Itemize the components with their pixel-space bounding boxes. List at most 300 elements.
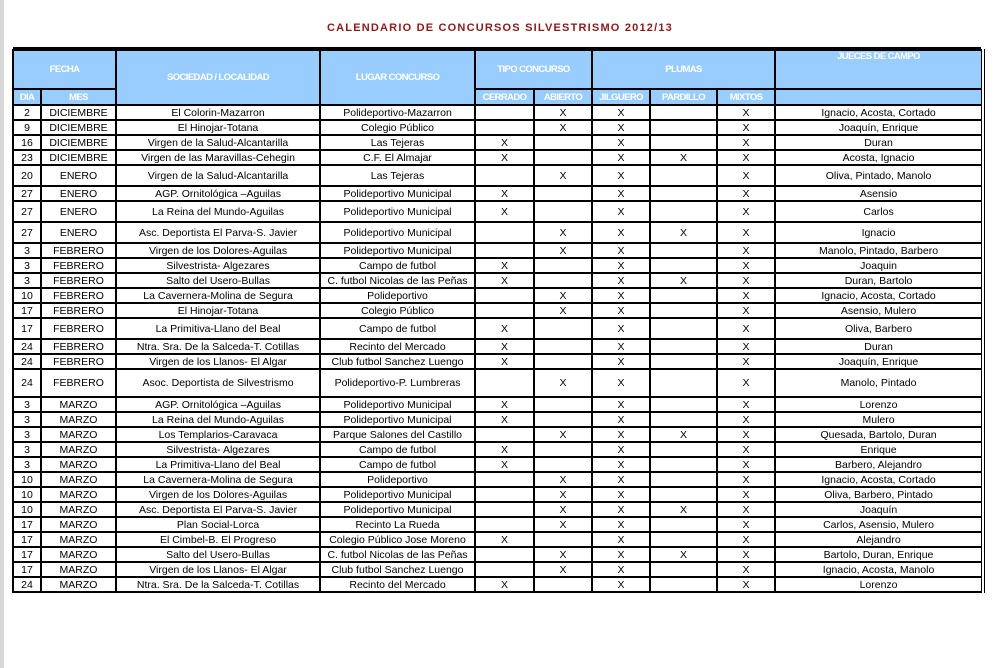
- cell-jilguero: X: [592, 472, 650, 487]
- cell-jueces: Oliva, Pintado, Manolo: [775, 165, 983, 186]
- cell-dia: 3: [13, 427, 41, 442]
- table-row: [13, 562, 983, 577]
- cell-mes: MARZO: [41, 487, 116, 502]
- cell-lugar: Campo de futbol: [320, 442, 475, 457]
- cell-cerrado: X: [475, 532, 534, 547]
- cell-sociedad: La Primitiva-Llano del Beal: [116, 457, 320, 472]
- cell-jueces: Joaquín: [775, 502, 983, 517]
- cell-sociedad: Asc. Deportista El Parva-S. Javier: [116, 502, 320, 517]
- cell-pardillo: [650, 165, 717, 186]
- cell-jilguero: X: [592, 547, 650, 562]
- cell-jilguero: X: [592, 487, 650, 502]
- cell-abierto: [534, 186, 592, 201]
- cell-abierto: X: [534, 517, 592, 532]
- cell-lugar: Polideportivo Municipal: [320, 186, 475, 201]
- cell-mixtos: X: [717, 222, 775, 243]
- cell-abierto: [534, 532, 592, 547]
- cell-cerrado: X: [475, 201, 534, 222]
- cell-sociedad: Ntra. Sra. De la Salceda-T. Cotillas: [116, 339, 320, 354]
- cell-mixtos: X: [717, 442, 775, 457]
- cell-pardillo: X: [650, 150, 717, 165]
- cell-jilguero: X: [592, 427, 650, 442]
- cell-abierto: [534, 135, 592, 150]
- cell-mes: MARZO: [41, 412, 116, 427]
- table-row: [13, 339, 983, 354]
- cell-sociedad: Virgen de la Salud-Alcantarilla: [116, 135, 320, 150]
- header-jilguero: JILGUERO: [592, 89, 650, 105]
- cell-dia: 3: [13, 397, 41, 412]
- header-abierto: ABIERTO: [534, 89, 592, 105]
- cell-mixtos: X: [717, 562, 775, 577]
- cell-jueces: Joaquín, Enrique: [775, 120, 983, 135]
- header-jueces-sub: [775, 89, 983, 105]
- cell-cerrado: X: [475, 577, 534, 592]
- table-row: [13, 487, 983, 502]
- cell-mes: MARZO: [41, 442, 116, 457]
- cell-cerrado: [475, 487, 534, 502]
- cell-jueces: Manolo, Pintado, Barbero: [775, 243, 983, 258]
- cell-mixtos: X: [717, 165, 775, 186]
- cell-abierto: [534, 577, 592, 592]
- cell-dia: 17: [13, 303, 41, 318]
- table-row: [13, 186, 983, 201]
- cell-jueces: Carlos: [775, 201, 983, 222]
- table-row: [13, 427, 983, 442]
- cell-jueces: Carlos, Asensio, Mulero: [775, 517, 983, 532]
- cell-dia: 24: [13, 339, 41, 354]
- cell-sociedad: La Reina del Mundo-Aguilas: [116, 412, 320, 427]
- cell-abierto: [534, 339, 592, 354]
- cell-mixtos: X: [717, 547, 775, 562]
- cell-jilguero: X: [592, 412, 650, 427]
- cell-cerrado: [475, 369, 534, 397]
- cell-pardillo: [650, 369, 717, 397]
- cell-dia: 3: [13, 273, 41, 288]
- cell-sociedad: Asc. Deportista El Parva-S. Javier: [116, 222, 320, 243]
- table-row: [13, 412, 983, 427]
- cell-dia: 17: [13, 562, 41, 577]
- cell-pardillo: [650, 303, 717, 318]
- cell-dia: 3: [13, 457, 41, 472]
- cell-cerrado: X: [475, 457, 534, 472]
- cell-lugar: Polideportivo-P. Lumbreras: [320, 369, 475, 397]
- cell-mes: FEBRERO: [41, 243, 116, 258]
- cell-pardillo: [650, 105, 717, 120]
- cell-abierto: X: [534, 303, 592, 318]
- header-dia: DIA: [13, 89, 41, 105]
- cell-pardillo: [650, 186, 717, 201]
- cell-cerrado: [475, 562, 534, 577]
- cell-mixtos: X: [717, 201, 775, 222]
- cell-jueces: Alejandro: [775, 532, 983, 547]
- cell-pardillo: [650, 487, 717, 502]
- cell-jilguero: X: [592, 273, 650, 288]
- table-row: [13, 120, 983, 135]
- cell-lugar: C. futbol Nicolas de las Peñas: [320, 273, 475, 288]
- cell-cerrado: X: [475, 339, 534, 354]
- cell-cerrado: X: [475, 318, 534, 339]
- cell-pardillo: [650, 135, 717, 150]
- cell-dia: 10: [13, 472, 41, 487]
- cell-mes: MARZO: [41, 427, 116, 442]
- cell-cerrado: [475, 547, 534, 562]
- cell-jueces: Oliva, Barbero, Pintado: [775, 487, 983, 502]
- cell-dia: 10: [13, 502, 41, 517]
- table-row: [13, 442, 983, 457]
- table-row: [13, 318, 983, 339]
- cell-abierto: [534, 273, 592, 288]
- cell-abierto: [534, 318, 592, 339]
- cell-dia: 3: [13, 243, 41, 258]
- cell-dia: 24: [13, 354, 41, 369]
- cell-abierto: [534, 354, 592, 369]
- cell-jueces: Ignacio, Acosta, Cortado: [775, 472, 983, 487]
- cell-cerrado: [475, 517, 534, 532]
- cell-sociedad: Virgen de los Llanos- El Algar: [116, 354, 320, 369]
- cell-mixtos: X: [717, 135, 775, 150]
- cell-sociedad: Virgen de los Dolores-Aguilas: [116, 243, 320, 258]
- cell-cerrado: X: [475, 354, 534, 369]
- table-row: [13, 273, 983, 288]
- cell-lugar: Polideportivo: [320, 288, 475, 303]
- cell-jueces: Ignacio: [775, 222, 983, 243]
- cell-jilguero: X: [592, 201, 650, 222]
- cell-mixtos: X: [717, 427, 775, 442]
- table-row: [13, 517, 983, 532]
- cell-cerrado: X: [475, 397, 534, 412]
- cell-lugar: Polideportivo Municipal: [320, 243, 475, 258]
- cell-mes: ENERO: [41, 222, 116, 243]
- header-pardillo: PARDILLO: [650, 89, 717, 105]
- cell-pardillo: X: [650, 273, 717, 288]
- cell-abierto: [534, 258, 592, 273]
- cell-abierto: X: [534, 427, 592, 442]
- cell-mixtos: X: [717, 150, 775, 165]
- cell-mes: ENERO: [41, 165, 116, 186]
- cell-jilguero: X: [592, 135, 650, 150]
- cell-sociedad: Plan Social-Lorca: [116, 517, 320, 532]
- cell-abierto: [534, 201, 592, 222]
- cell-pardillo: [650, 517, 717, 532]
- cell-mes: ENERO: [41, 201, 116, 222]
- table-row: [13, 369, 983, 397]
- cell-cerrado: [475, 472, 534, 487]
- cell-sociedad: Silvestrista- Algezares: [116, 258, 320, 273]
- cell-mes: MARZO: [41, 547, 116, 562]
- header-cerrado: CERRADO: [475, 89, 534, 105]
- cell-mixtos: X: [717, 532, 775, 547]
- cell-dia: 9: [13, 120, 41, 135]
- table-row: [13, 222, 983, 243]
- cell-lugar: Las Tejeras: [320, 165, 475, 186]
- table-row: [13, 201, 983, 222]
- cell-jueces: Duran: [775, 135, 983, 150]
- cell-pardillo: [650, 354, 717, 369]
- cell-dia: 24: [13, 369, 41, 397]
- cell-sociedad: Virgen de las Maravillas-Cehegin: [116, 150, 320, 165]
- table-row: [13, 135, 983, 150]
- cell-pardillo: X: [650, 547, 717, 562]
- cell-jueces: Oliva, Barbero: [775, 318, 983, 339]
- cell-jilguero: X: [592, 258, 650, 273]
- cell-jilguero: X: [592, 318, 650, 339]
- header-mixtos: MIXTOS: [717, 89, 775, 105]
- cell-jilguero: X: [592, 186, 650, 201]
- cell-abierto: X: [534, 165, 592, 186]
- cell-mixtos: X: [717, 318, 775, 339]
- cell-cerrado: X: [475, 273, 534, 288]
- cell-cerrado: [475, 165, 534, 186]
- cell-mixtos: X: [717, 186, 775, 201]
- cell-pardillo: [650, 562, 717, 577]
- cell-lugar: C. futbol Nicolas de las Peñas: [320, 547, 475, 562]
- cell-pardillo: X: [650, 502, 717, 517]
- cell-mixtos: X: [717, 243, 775, 258]
- cell-mes: FEBRERO: [41, 318, 116, 339]
- cell-lugar: Las Tejeras: [320, 135, 475, 150]
- cell-jueces: Joaquin: [775, 258, 983, 273]
- cell-lugar: Recinto La Rueda: [320, 517, 475, 532]
- cell-sociedad: Salto del Usero-Bullas: [116, 547, 320, 562]
- table-row: [13, 472, 983, 487]
- cell-jilguero: X: [592, 577, 650, 592]
- cell-mixtos: X: [717, 457, 775, 472]
- cell-pardillo: [650, 318, 717, 339]
- cell-pardillo: [650, 397, 717, 412]
- cell-dia: 10: [13, 487, 41, 502]
- cell-jueces: Quesada, Bartolo, Duran: [775, 427, 983, 442]
- cell-jilguero: X: [592, 502, 650, 517]
- cell-sociedad: El Hinojar-Totana: [116, 303, 320, 318]
- cell-lugar: Club futbol Sanchez Luengo: [320, 562, 475, 577]
- cell-lugar: Colegio Público: [320, 303, 475, 318]
- cell-jueces: Mulero: [775, 412, 983, 427]
- cell-dia: 23: [13, 150, 41, 165]
- header-tipo-concurso: TIPO CONCURSO: [475, 50, 592, 89]
- cell-pardillo: [650, 457, 717, 472]
- table-row: [13, 502, 983, 517]
- cell-mes: MARZO: [41, 472, 116, 487]
- cell-lugar: Campo de futbol: [320, 318, 475, 339]
- cell-mes: DICIEMBRE: [41, 135, 116, 150]
- cell-mes: MARZO: [41, 457, 116, 472]
- cell-mixtos: X: [717, 354, 775, 369]
- page-edge: [0, 0, 4, 668]
- cell-jueces: Enrique: [775, 442, 983, 457]
- cell-dia: 17: [13, 532, 41, 547]
- document-title: CALENDARIO DE CONCURSOS SILVESTRISMO 2012/13: [327, 22, 673, 34]
- cell-mes: FEBRERO: [41, 303, 116, 318]
- cell-pardillo: [650, 288, 717, 303]
- cell-pardillo: X: [650, 222, 717, 243]
- cell-sociedad: Virgen de los Llanos- El Algar: [116, 562, 320, 577]
- table-row: [13, 258, 983, 273]
- cell-jilguero: X: [592, 532, 650, 547]
- cell-cerrado: [475, 243, 534, 258]
- cell-abierto: X: [534, 502, 592, 517]
- cell-jilguero: X: [592, 165, 650, 186]
- cell-lugar: Colegio Público: [320, 120, 475, 135]
- cell-dia: 27: [13, 222, 41, 243]
- cell-mixtos: X: [717, 273, 775, 288]
- table-row: [13, 457, 983, 472]
- cell-sociedad: El Hinojar-Totana: [116, 120, 320, 135]
- cell-mes: MARZO: [41, 517, 116, 532]
- cell-jilguero: X: [592, 369, 650, 397]
- cell-jueces: Duran, Bartolo: [775, 273, 983, 288]
- cell-jilguero: X: [592, 120, 650, 135]
- cell-jueces: Bartolo, Duran, Enrique: [775, 547, 983, 562]
- cell-abierto: X: [534, 105, 592, 120]
- cell-mes: MARZO: [41, 397, 116, 412]
- cell-lugar: Recinto del Mercado: [320, 577, 475, 592]
- cell-jilguero: X: [592, 354, 650, 369]
- cell-mixtos: X: [717, 288, 775, 303]
- header-plumas: PLUMAS: [592, 50, 775, 89]
- cell-mes: MARZO: [41, 577, 116, 592]
- cell-dia: 27: [13, 186, 41, 201]
- cell-jueces: Joaquín, Enrique: [775, 354, 983, 369]
- cell-sociedad: Asoc. Deportista de Silvestrismo: [116, 369, 320, 397]
- cell-abierto: X: [534, 120, 592, 135]
- cell-abierto: [534, 150, 592, 165]
- cell-dia: 17: [13, 517, 41, 532]
- cell-jilguero: X: [592, 517, 650, 532]
- cell-cerrado: [475, 222, 534, 243]
- cell-pardillo: [650, 442, 717, 457]
- cell-lugar: Polideportivo Municipal: [320, 397, 475, 412]
- cell-cerrado: [475, 427, 534, 442]
- cell-cerrado: X: [475, 258, 534, 273]
- cell-lugar: Colegio Público Jose Moreno: [320, 532, 475, 547]
- cell-pardillo: X: [650, 427, 717, 442]
- cell-abierto: X: [534, 288, 592, 303]
- cell-mes: FEBRERO: [41, 273, 116, 288]
- cell-pardillo: [650, 577, 717, 592]
- cell-abierto: X: [534, 369, 592, 397]
- header-jueces: JUECES DE CAMPO: [775, 50, 983, 89]
- cell-lugar: Polideportivo-Mazarron: [320, 105, 475, 120]
- cell-mes: FEBRERO: [41, 369, 116, 397]
- cell-mixtos: X: [717, 577, 775, 592]
- table-row: [13, 288, 983, 303]
- cell-abierto: X: [534, 243, 592, 258]
- cell-cerrado: X: [475, 150, 534, 165]
- cell-mes: MARZO: [41, 502, 116, 517]
- cell-dia: 10: [13, 288, 41, 303]
- cell-lugar: Club futbol Sanchez Luengo: [320, 354, 475, 369]
- cell-lugar: Polideportivo: [320, 472, 475, 487]
- table-row: [13, 532, 983, 547]
- cell-sociedad: Salto del Usero-Bullas: [116, 273, 320, 288]
- cell-jueces: Acosta, Ignacio: [775, 150, 983, 165]
- cell-lugar: Parque Salones del Castillo: [320, 427, 475, 442]
- cell-mixtos: X: [717, 369, 775, 397]
- cell-jueces: Manolo, Pintado: [775, 369, 983, 397]
- cell-mixtos: X: [717, 105, 775, 120]
- cell-abierto: [534, 412, 592, 427]
- cell-cerrado: X: [475, 186, 534, 201]
- cell-mes: DICIEMBRE: [41, 120, 116, 135]
- cell-sociedad: Ntra. Sra. De la Salceda-T. Cotillas: [116, 577, 320, 592]
- cell-sociedad: La Cavernera-Molina de Segura: [116, 472, 320, 487]
- cell-cerrado: [475, 120, 534, 135]
- cell-dia: 3: [13, 442, 41, 457]
- header-sociedad: SOCIEDAD / LOCALIDAD: [116, 50, 320, 105]
- cell-mixtos: X: [717, 339, 775, 354]
- cell-abierto: X: [534, 222, 592, 243]
- cell-pardillo: [650, 201, 717, 222]
- cell-jilguero: X: [592, 442, 650, 457]
- cell-sociedad: La Primitiva-Llano del Beal: [116, 318, 320, 339]
- cell-dia: 2: [13, 105, 41, 120]
- cell-cerrado: X: [475, 412, 534, 427]
- header-fecha: FECHA: [13, 50, 116, 89]
- cell-sociedad: Los Templarios-Caravaca: [116, 427, 320, 442]
- cell-jueces: Ignacio, Acosta, Cortado: [775, 105, 983, 120]
- cell-sociedad: El Cimbel-B. El Progreso: [116, 532, 320, 547]
- cell-pardillo: [650, 339, 717, 354]
- cell-jilguero: X: [592, 105, 650, 120]
- cell-mixtos: X: [717, 412, 775, 427]
- cell-dia: 20: [13, 165, 41, 186]
- cell-pardillo: [650, 120, 717, 135]
- cell-jilguero: X: [592, 288, 650, 303]
- cell-pardillo: [650, 412, 717, 427]
- table-row: [13, 397, 983, 412]
- cell-dia: 17: [13, 318, 41, 339]
- cell-mixtos: X: [717, 397, 775, 412]
- cell-lugar: Campo de futbol: [320, 258, 475, 273]
- cell-jilguero: X: [592, 339, 650, 354]
- cell-cerrado: [475, 105, 534, 120]
- cell-cerrado: [475, 303, 534, 318]
- cell-jueces: Asensio: [775, 186, 983, 201]
- cell-jilguero: X: [592, 303, 650, 318]
- cell-jueces: Asensio, Mulero: [775, 303, 983, 318]
- cell-mes: DICIEMBRE: [41, 105, 116, 120]
- table-row: [13, 243, 983, 258]
- table-row: [13, 303, 983, 318]
- cell-mixtos: X: [717, 472, 775, 487]
- cell-dia: 3: [13, 412, 41, 427]
- cell-sociedad: Silvestrista- Algezares: [116, 442, 320, 457]
- cell-lugar: Polideportivo Municipal: [320, 502, 475, 517]
- cell-abierto: [534, 457, 592, 472]
- cell-mixtos: X: [717, 502, 775, 517]
- cell-lugar: Polideportivo Municipal: [320, 201, 475, 222]
- cell-jilguero: X: [592, 457, 650, 472]
- table-row: [13, 150, 983, 165]
- cell-lugar: Polideportivo Municipal: [320, 412, 475, 427]
- cell-abierto: X: [534, 562, 592, 577]
- table-row: [13, 577, 983, 592]
- cell-sociedad: La Cavernera-Molina de Segura: [116, 288, 320, 303]
- cell-jilguero: X: [592, 397, 650, 412]
- contest-calendar-table: [12, 49, 985, 593]
- cell-sociedad: La Reina del Mundo-Aguilas: [116, 201, 320, 222]
- cell-pardillo: [650, 532, 717, 547]
- cell-jilguero: X: [592, 562, 650, 577]
- cell-mes: ENERO: [41, 186, 116, 201]
- cell-mixtos: X: [717, 517, 775, 532]
- cell-jilguero: X: [592, 150, 650, 165]
- cell-lugar: Campo de futbol: [320, 457, 475, 472]
- cell-abierto: [534, 442, 592, 457]
- cell-jueces: Ignacio, Acosta, Manolo: [775, 562, 983, 577]
- cell-sociedad: Virgen de los Dolores-Aguilas: [116, 487, 320, 502]
- table-body: [13, 105, 983, 592]
